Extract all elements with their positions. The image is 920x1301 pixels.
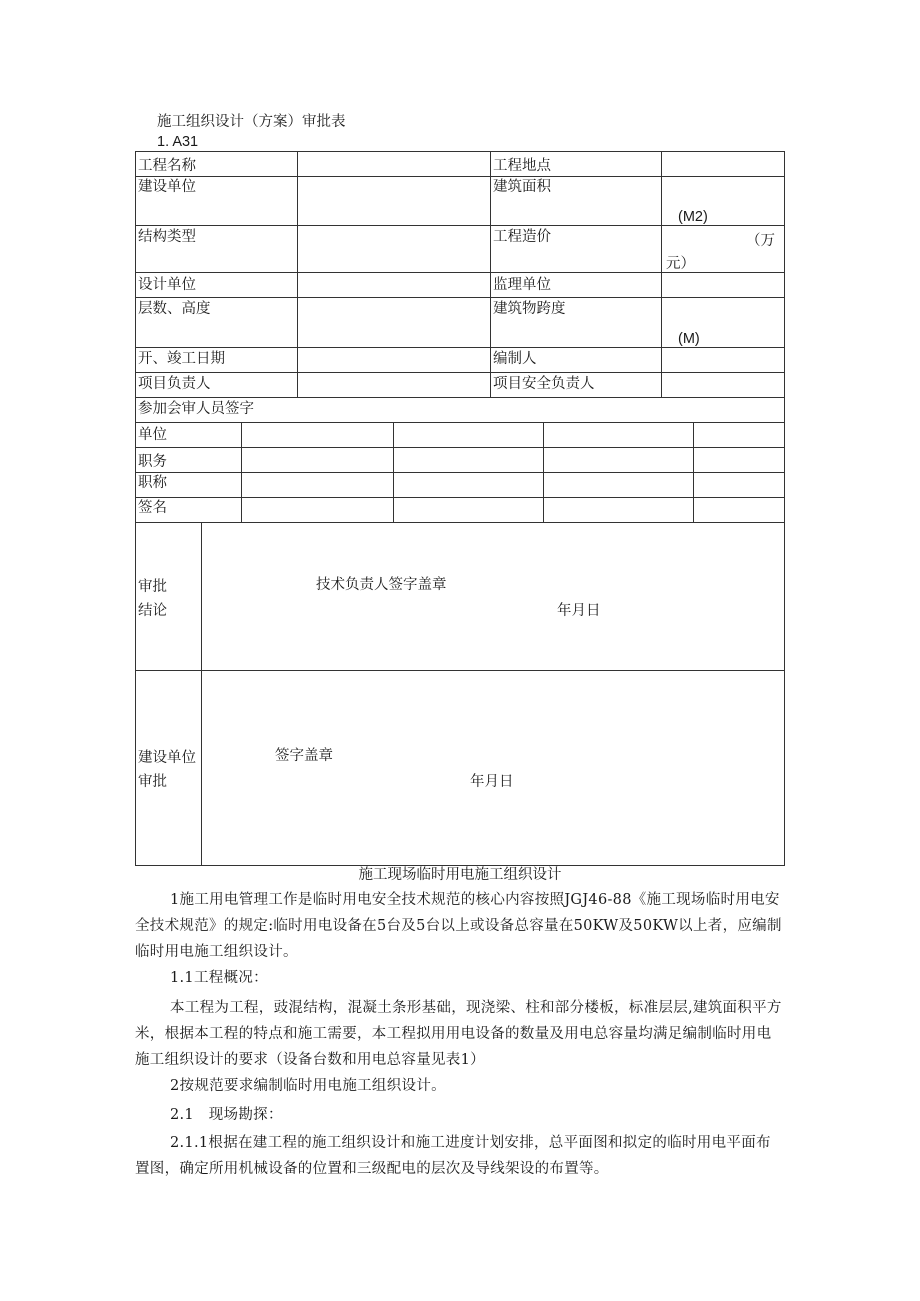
label-structure-type: 结构类型 xyxy=(138,229,196,245)
owner-signature: 签字盖章 xyxy=(275,748,333,764)
label-construction-unit: 建设单位 xyxy=(138,179,196,195)
label-reviewer-title: 职称 xyxy=(138,475,167,491)
tech-lead-signature: 技术负责人签字盖章 xyxy=(316,577,447,593)
label-reviewer-position: 职务 xyxy=(138,454,167,470)
label-reviewer-signature: 签名 xyxy=(138,500,167,516)
label-building-span: 建筑物跨度 xyxy=(493,301,566,317)
span-unit: (M) xyxy=(678,331,700,347)
label-reviewer-unit: 单位 xyxy=(138,427,167,443)
label-safety-manager: 项目安全负责人 xyxy=(493,376,595,392)
cost-unit-part1: （万 xyxy=(746,233,775,249)
label-compiler: 编制人 xyxy=(493,351,537,367)
doc-heading: 施工现场临时用电施工组织设计 xyxy=(358,867,562,883)
label-project-name: 工程名称 xyxy=(138,158,196,174)
label-project-location: 工程地点 xyxy=(493,158,551,174)
area-unit: (M2) xyxy=(678,209,708,225)
owner-approval-date: 年月日 xyxy=(470,774,514,790)
paragraph-3: 2.1.1根据在建工程的施工组织设计和施工进度计划安排，总平面图和拟定的临时用电平面布置图，确定所用机械设备的位置和三级配电的层次及导线架设的布置等。 xyxy=(135,1135,771,1177)
label-start-end-date: 开、竣工日期 xyxy=(138,351,225,367)
label-approval-1: 审批 xyxy=(138,579,167,595)
paragraph-2: 本工程为工程，豉混结构，混凝土条形基础，现浇梁、柱和部分楼板，标准层层,建筑面积平方米，根据本工程的特点和施工需要，本工程拟用用电设备的数量及用电总容量均满足编制临时用电施工组织设计的要求（设备台数和用电总容量见表1） xyxy=(135,1000,782,1068)
form-code: 1. A31 xyxy=(157,134,199,150)
label-design-unit: 设计单位 xyxy=(138,277,196,293)
label-project-manager: 项目负责人 xyxy=(138,376,211,392)
label-building-area: 建筑面积 xyxy=(493,179,551,195)
section-2: 2按规范要求编制临时用电施工组织设计。 xyxy=(170,1078,446,1094)
label-project-cost: 工程造价 xyxy=(493,229,551,245)
approval-date: 年月日 xyxy=(557,603,601,619)
label-floors-height: 层数、高度 xyxy=(138,301,211,317)
form-title: 施工组织设计（方案）审批表 xyxy=(157,114,346,130)
section-1-1: 1.1工程概况： xyxy=(170,970,268,986)
label-owner-approval-2: 审批 xyxy=(138,774,167,790)
label-supervision-unit: 监理单位 xyxy=(493,277,551,293)
label-approval-2: 结论 xyxy=(138,603,167,619)
section-2-1: 2.1 现场勘探： xyxy=(170,1107,283,1123)
cost-unit-part2: 元） xyxy=(666,256,695,272)
label-owner-approval-1: 建设单位 xyxy=(138,750,196,766)
reviewers-header: 参加会审人员签字 xyxy=(138,401,254,417)
paragraph-1: 1施工用电管理工作是临时用电安全技术规范的核心内容按照JGJ46-88《施工现场临时用电安全技术规范》的规定:临时用电设备在5台及5台以上或设备总容量在50KW及50KW以上者，应编制临时用电施工组织设计。 xyxy=(135,892,782,960)
